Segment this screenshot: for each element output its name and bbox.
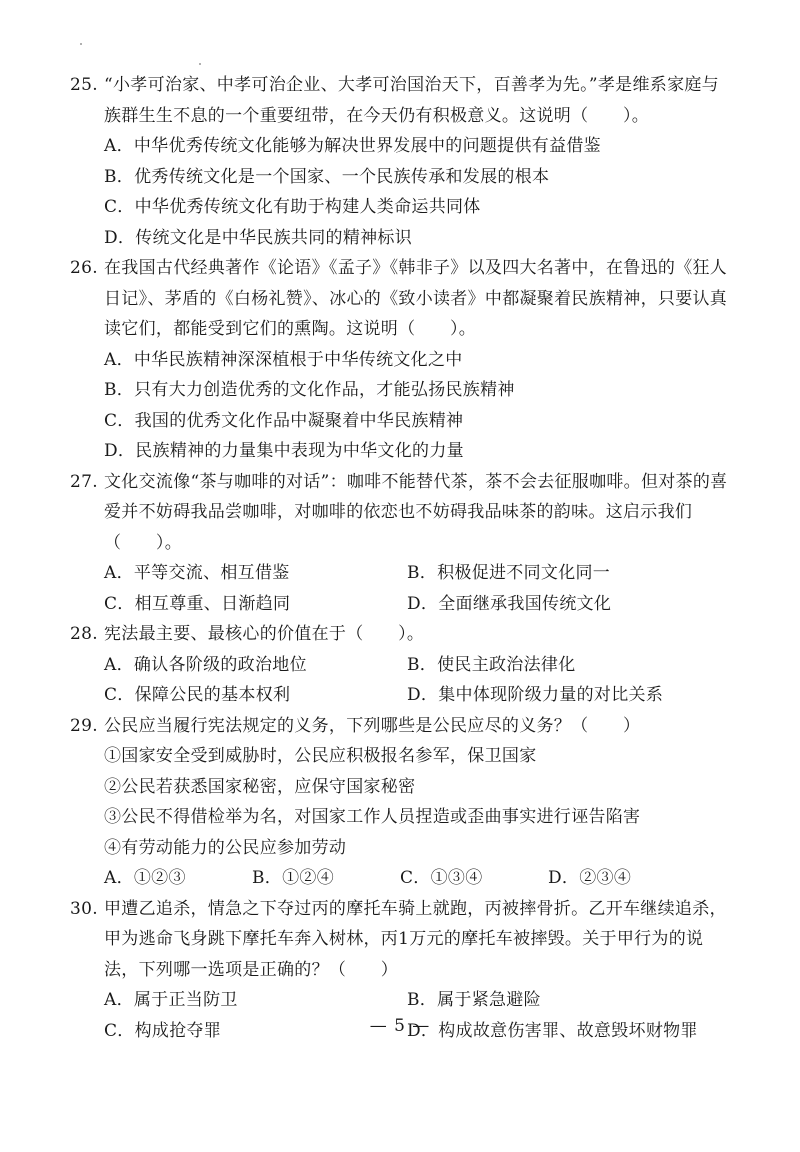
options-row (70, 589, 730, 620)
question-27 (70, 467, 730, 620)
question-text: 在我国古代经典著作《论语》《孟子》《韩非子》以及四大名著中，在鲁迅的《狂人日记》、茅盾的《白杨礼赞》、冰心的《致小读者》中都凝聚着民族精神，只要认真读它们，都能受到它们的熏陶。这说明（ ）。 (104, 258, 728, 339)
question-text: “小孝可治家、中孝可治企业、大孝可治国治天下，百善孝为先。”孝是维系家庭与族群生生不息的一个重要纽带，在今天仍有积极意义。这说明（ ）。 (104, 75, 719, 126)
question-number: 26. (70, 258, 98, 278)
question-text: 公民应当履行宪法规定的义务，下列哪些是公民应尽的义务？（ ） (104, 715, 641, 736)
question-25 (70, 70, 730, 253)
question-number: 28. (70, 624, 98, 644)
scan-speck (199, 63, 201, 65)
question-number: 29. (70, 715, 98, 736)
option-c: C．中华优秀传统文化有助于构建人类命运共同体 (104, 197, 481, 217)
question-text: 甲遭乙追杀，情急之下夺过丙的摩托车骑上就跑，丙被摔骨折。乙开车继续追杀，甲为逃命飞身跳下摩托车奔入树林，丙1万元的摩托车被摔毁。关于甲行为的说法，下列哪一选项是正确的？（ ） (104, 898, 727, 980)
scan-speck (80, 43, 82, 45)
statement-2: ②公民若获悉国家秘密，应保守国家秘密 (104, 776, 416, 797)
option-a: A．确认各阶级的政治地位 (104, 654, 307, 675)
question-stem (70, 894, 730, 986)
option-d: D．②③④ (548, 868, 632, 888)
option-c: C．相互尊重、日渐趋同 (104, 593, 291, 614)
option-c: C．构成抢夺罪 (104, 1020, 222, 1041)
option-b: B．积极促进不同文化同一 (407, 563, 611, 583)
option-a: A．①②③ (104, 868, 186, 888)
question-stem (70, 619, 730, 650)
option-b: B．属于紧急避险 (407, 990, 541, 1010)
option-c: C．保障公民的基本权利 (104, 685, 291, 705)
statement-3: ③公民不得借检举为名，对国家工作人员捏造或歪曲事实进行诬告陷害 (104, 807, 641, 827)
option-d: D．构成故意伤害罪、故意毁坏财物罪 (407, 1020, 698, 1041)
question-text: 文化交流像“茶与咖啡的对话”：咖啡不能替代茶，茶不会去征服咖啡。但对茶的喜爱并不妨碍我品尝咖啡，对咖啡的依恋也不妨碍我品味茶的韵味。这启示我们（ ）。 (104, 471, 728, 553)
option-b: B．使民主政治法律化 (407, 654, 576, 675)
options-row (70, 558, 730, 589)
question-list (70, 70, 730, 1046)
question-number: 30. (70, 898, 98, 919)
option-a: A．中华民族精神深深植根于中华传统文化之中 (104, 349, 463, 370)
question-number: 25. (70, 75, 98, 95)
options-row (70, 985, 730, 1016)
option-c: C．我国的优秀文化作品中凝聚着中华民族精神 (104, 410, 464, 431)
option-a: A．中华优秀传统文化能够为解决世界发展中的问题提供有益借鉴 (104, 136, 601, 156)
question-number: 27. (70, 471, 98, 492)
option-d: D．全面继承我国传统文化 (407, 593, 612, 614)
statement-1: ①国家安全受到威胁时，公民应积极报名参军，保卫国家 (104, 746, 537, 766)
question-stem (70, 70, 730, 131)
option-a: A．平等交流、相互借鉴 (104, 563, 290, 583)
option-d: D．集中体现阶级力量的对比关系 (407, 685, 664, 705)
question-28 (70, 619, 730, 711)
options-row (70, 650, 730, 681)
question-26 (70, 253, 730, 467)
option-d: D．传统文化是中华民族共同的精神标识 (104, 227, 413, 248)
option-b: B．优秀传统文化是一个国家、一个民族传承和发展的根本 (104, 166, 550, 187)
statement-4: ④有劳动能力的公民应参加劳动 (104, 837, 347, 858)
question-text: 宪法最主要、最核心的价值在于（ ）。 (104, 624, 425, 644)
option-b: B．①②④ (252, 868, 334, 888)
option-d: D．民族精神的力量集中表现为中华文化的力量 (104, 441, 464, 461)
question-29 (70, 711, 730, 894)
options-row (70, 680, 730, 711)
option-a: A．属于正当防卫 (104, 990, 238, 1010)
page-number: — 5 — (369, 1016, 431, 1036)
question-stem (70, 711, 730, 742)
option-b: B．只有大力创造优秀的文化作品，才能弘扬民族精神 (104, 380, 515, 400)
question-stem (70, 253, 730, 345)
question-stem (70, 467, 730, 559)
option-c: C．①③④ (400, 868, 483, 888)
options-row (70, 863, 730, 894)
